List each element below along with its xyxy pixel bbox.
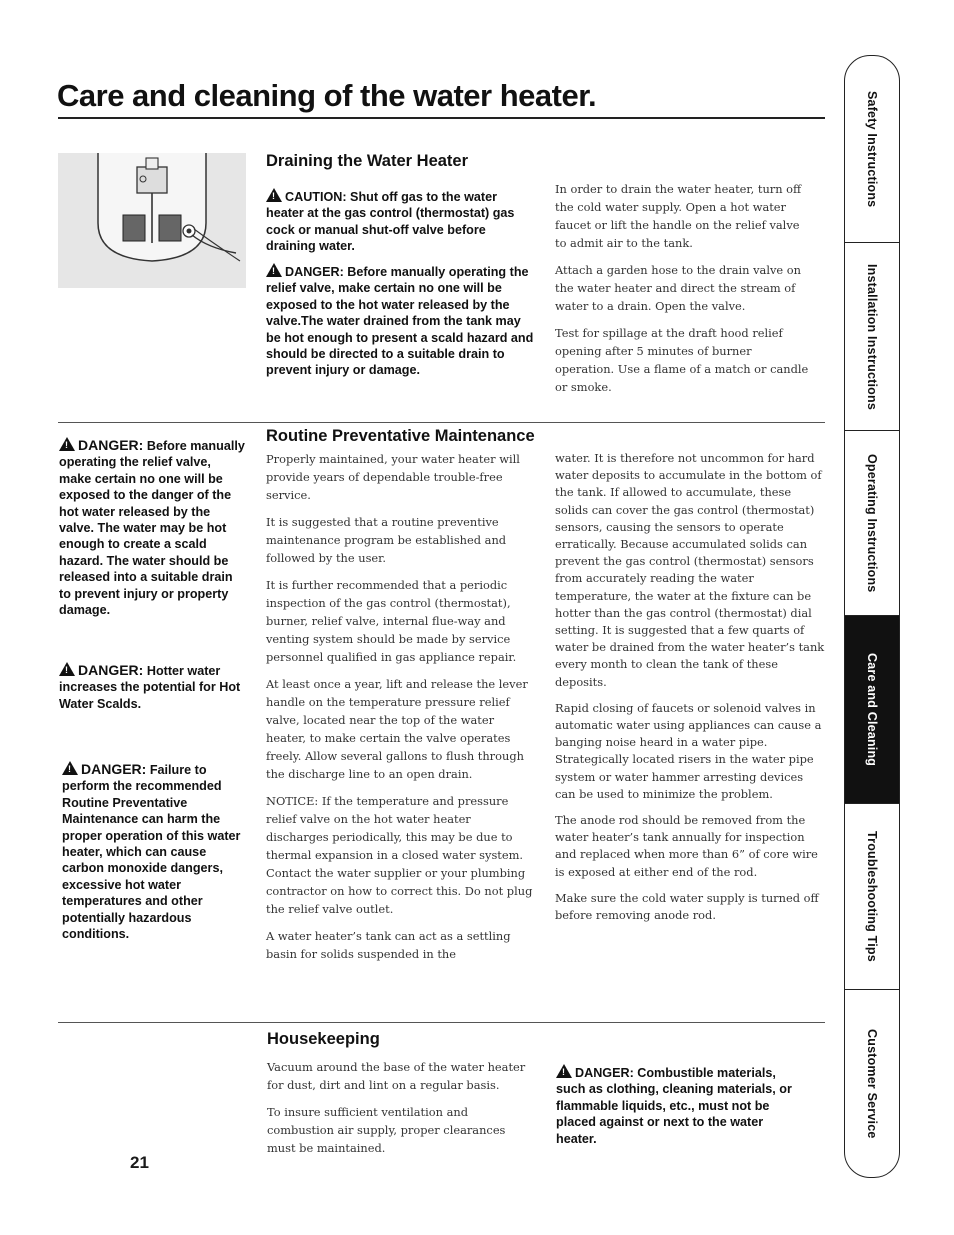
danger-label: DANGER: — [81, 761, 147, 777]
tab-operating-instructions[interactable] — [845, 431, 899, 616]
danger-label: DANGER: — [78, 437, 144, 453]
draining-instructions — [555, 180, 813, 405]
section-divider — [58, 1022, 825, 1023]
warning-triangle-icon: ! — [556, 1064, 572, 1078]
draining-heading: Draining the Water Heater — [266, 152, 469, 170]
paragraph: It is further recommended that a periodic inspection of the gas control (thermostat), burner, relief valve, internal flue-way and venting system should be made by service personnel qualified in gas appliance repair. — [266, 578, 517, 664]
tab-label: Operating Instructions — [865, 453, 879, 593]
danger-label: DANGER: — [78, 662, 144, 678]
danger-text: DANGER: Combustible materials, such as clothing, cleaning materials, or flammable liquids, etc., must not be placed against or next to the water heater. — [556, 1066, 792, 1146]
danger-text: Failure to perform the recommended Routine Preventative Maintenance can harm the proper operation of this water heater, which can cause carbon monoxide dangers, excessive hot water temperatures and other potentially hazardous conditions. — [62, 763, 241, 942]
paragraph: In order to drain the water heater, turn off the cold water supply. Open a hot water faucet or lift the handle on the relief valve to admit air to the tank. — [555, 182, 802, 250]
warning-triangle-icon: ! — [62, 761, 78, 775]
section-divider — [58, 422, 825, 423]
paragraph: water. It is therefore not uncommon for hard water deposits to accumulate in the bottom of the tank. If allowed to accumulate, these solids can cover the gas control (thermostat) sensors, causing the sensors to operate erratically. Because accumulated solids can prevent the gas control (thermostat) sensors from accurately reading the water temperature, the water at the fixture can be hotter than the gas control (thermostat) dial setting. It is suggested that a few quarts of water be drained from the water heater’s tank every month to clean the tank of these deposits. — [555, 451, 825, 689]
danger-relief-valve — [59, 437, 245, 618]
paragraph: Vacuum around the base of the water heater for dust, dirt and lint on a regular basis. — [267, 1060, 526, 1092]
paragraph: At least once a year, lift and release the lever handle on the temperature pressure relief valve, located near the top of the water heater, to make certain the valve operates freely. Allow several gallons to flush through the discharge line to an open drain. — [266, 677, 528, 781]
paragraph: Properly maintained, your water heater will provide years of dependable trouble-free service. — [266, 452, 520, 502]
maintenance-column-2 — [555, 450, 827, 933]
danger-text: Hotter water increases the potential for Hot Water Scalds. — [59, 664, 241, 711]
paragraph: A water heater’s tank can act as a settling basin for solids suspended in the — [266, 929, 511, 961]
page-number: 21 — [130, 1153, 149, 1172]
maintenance-column-1 — [266, 450, 536, 972]
warning-triangle-icon: ! — [59, 437, 75, 451]
danger-text: Before manually operating the relief valve, make certain no one will be exposed to the danger of the hot water released by the valve. The water may be hot enough to create a scald hazard. The water should be released into a suitable drain to prevent injury or property damage. — [59, 439, 245, 618]
tab-care-and-cleaning[interactable] — [845, 616, 899, 804]
tab-safety-instructions[interactable] — [845, 56, 899, 243]
warning-triangle-icon: ! — [59, 662, 75, 676]
maintenance-heading: Routine Preventative Maintenance — [266, 427, 535, 445]
paragraph: To insure sufficient ventilation and combustion air supply, proper clearances must be maintained. — [267, 1105, 506, 1155]
tab-troubleshooting-tips[interactable] — [845, 804, 899, 990]
paragraph: Test for spillage at the draft hood relief opening after 5 minutes of burner operation. Use a flame of a match or candle or smoke. — [555, 326, 809, 394]
caution-text: CAUTION: Shut off gas to the water heater at the gas control (thermostat) gas cock or manual shut-off valve before draining water. — [266, 190, 515, 254]
title-rule — [58, 117, 825, 119]
tab-label: Troubleshooting Tips — [865, 831, 879, 962]
paragraph: Attach a garden hose to the drain valve on the water heater and direct the stream of water to a drain. Open the valve. — [555, 263, 801, 313]
housekeeping-danger — [556, 1064, 806, 1147]
housekeeping-heading: Housekeeping — [267, 1030, 380, 1048]
housekeeping-text — [267, 1058, 535, 1166]
water-heater-illustration — [58, 153, 246, 288]
warning-triangle-icon: ! — [266, 188, 282, 202]
danger-hotter-water — [59, 662, 245, 712]
page-title: Care and cleaning of the water heater. — [57, 78, 597, 113]
paragraph: Rapid closing of faucets or solenoid valves in automatic water using appliances can cause a banging noise heard in a water pipe. Strategically located risers in the water pipe system or water hammer arresting devices can be used to minimize the problem. — [555, 700, 822, 801]
tab-label: Customer Service — [865, 1028, 879, 1139]
danger-text: DANGER: Before manually operating the relief valve, make certain no one will be exposed to the hot water released by the valve.The water drained from the tank may be hot enough to present a scald hazard and should be directed to a suitable drain to prevent injury or damage. — [266, 265, 534, 378]
draining-caution — [266, 188, 536, 255]
side-tab-nav — [844, 55, 900, 1178]
tab-label: Safety Instructions — [865, 90, 879, 208]
warning-triangle-icon: ! — [266, 263, 282, 277]
paragraph: NOTICE: If the temperature and pressure relief valve on the hot water heater discharges periodically, this may be due to thermal expansion in a closed water system. Contact the water supplier or your plumbing contractor on how to correct this. Do not plug the relief valve outlet. — [266, 794, 533, 916]
danger-maintenance — [62, 761, 246, 942]
tab-installation-instructions[interactable] — [845, 243, 899, 431]
paragraph: The anode rod should be removed from the water heater’s tank annually for inspection and replaced when more than 6” of core wire is exposed at either end of the rod. — [555, 813, 818, 879]
tab-label: Installation Instructions — [865, 263, 879, 410]
tab-label: Care and Cleaning — [865, 652, 879, 767]
paragraph: It is suggested that a routine preventive maintenance program be established and followed by the user. — [266, 515, 507, 565]
paragraph: Make sure the cold water supply is turned off before removing anode rod. — [555, 890, 819, 923]
tab-customer-service[interactable] — [845, 990, 899, 1177]
draining-danger — [266, 263, 538, 379]
